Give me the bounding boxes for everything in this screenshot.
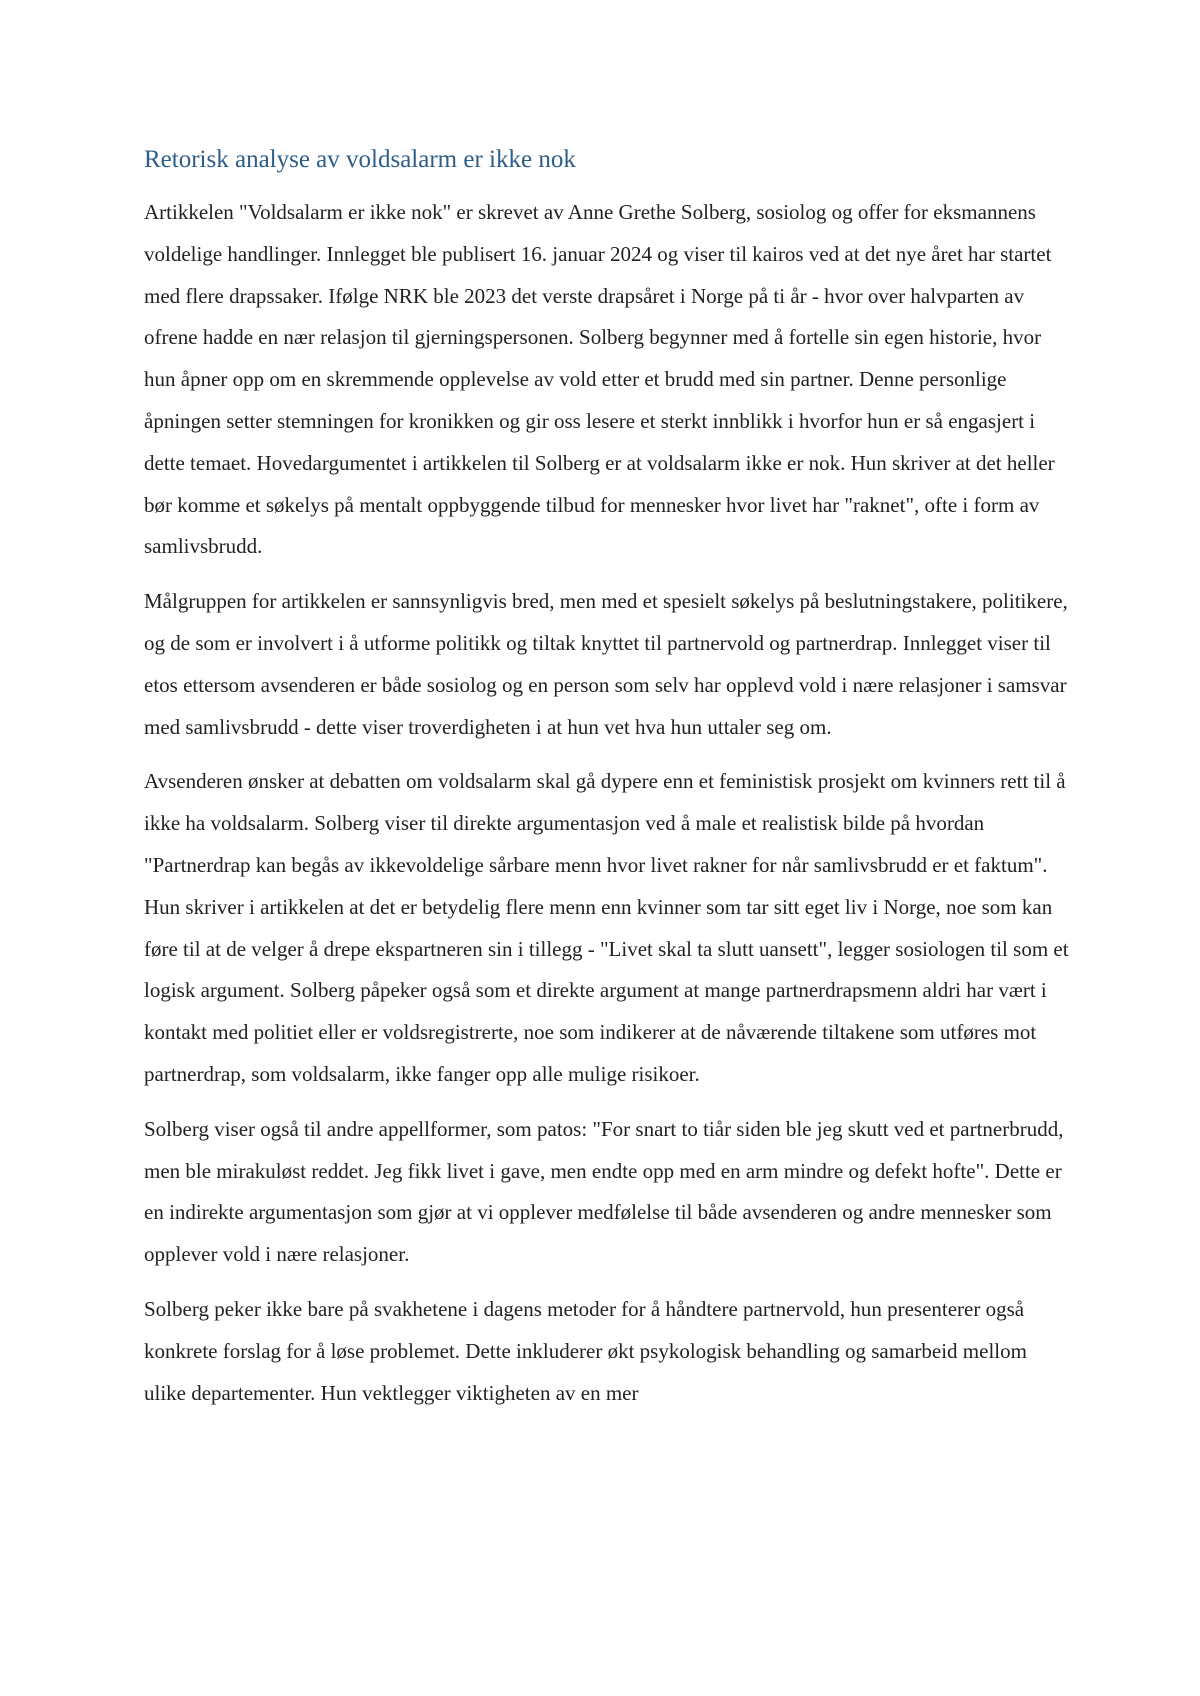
paragraph-pathos: Solberg viser også til andre appellformer, som patos: "For snart to tiår siden ble jeg skutt ved et partnerbrudd, men ble mirakuløst reddet. Jeg fikk livet i gave, men endte opp med en arm mindre og defekt hofte". Dette er en indirekte argumentasjon som gjør at vi opplever medfølelse til både avsenderen og andre mennesker som opplever vold i nære relasjoner. [144,1116,1064,1267]
paragraph-audience: Målgruppen for artikkelen er sannsynligvis bred, men med et spesielt søkelys på beslutningstakere, politikere, og de som er involvert i å utforme politikk og tiltak knyttet til partnervold og partnerdrap. Innlegget viser til etos ettersom avsenderen er både sosiolog og en person som selv har opplevd vold i nære relasjoner i samsvar med samlivsbrudd - dette viser troverdigheten i at hun vet hva hun uttaler seg om. [144,589,1068,739]
document-body [144,140,1072,1427]
paragraph-arguments: Avsenderen ønsker at debatten om voldsalarm skal gå dypere enn et feministisk prosjekt om kvinners rett til å ikke ha voldsalarm. Solberg viser til direkte argumentasjon ved å male et realistisk bilde på hvordan "Partnerdrap kan begås av ikkevoldelige sårbare menn hvor livet rakner for når samlivsbrudd er et faktum". Hun skriver i artikkelen at det er betydelig flere menn enn kvinner som tar sitt eget liv i Norge, noe som kan føre til at de velger å drepe ekspartneren sin i tillegg - "Livet skal ta slutt uansett", legger sosiologen til som et logisk argument. Solberg påpeker også som et direkte argument at mange partnerdrapsmenn aldri har vært i kontakt med politiet eller er voldsregistrerte, noe som indikerer at de nåværende tiltakene som utføres mot partnerdrap, som voldsalarm, ikke fanger opp alle mulige risikoer. [144,769,1069,1086]
paragraph-proposals: Solberg peker ikke bare på svakhetene i dagens metoder for å håndtere partnervold, hun presenterer også konkrete forslag for å løse problemet. Dette inkluderer økt psykologisk behandling og samarbeid mellom ulike departementer. Hun vektlegger viktigheten av en mer [144,1296,1027,1405]
document-title: Retorisk analyse av voldsalarm er ikke nok [144,146,576,173]
paragraph-intro: Artikkelen "Voldsalarm er ikke nok" er skrevet av Anne Grethe Solberg, sosiolog og offer for eksmannens voldelige handlinger. Innlegget ble publisert 16. januar 2024 og viser til kairos ved at det nye året har startet med flere drapssaker. Ifølge NRK ble 2023 det verste drapsåret i Norge på ti år - hvor over halvparten av ofrene hadde en nær relasjon til gjerningspersonen. Solberg begynner med å fortelle sin egen historie, hvor hun åpner opp om en skremmende opplevelse av vold etter et brudd med sin partner. Denne personlige åpningen setter stemningen for kronikken og gir oss lesere et sterkt innblikk i hvorfor hun er så engasjert i dette temaet. Hovedargumentet i artikkelen til Solberg er at voldsalarm ikke er nok. Hun skriver at det heller bør komme et søkelys på mentalt oppbyggende tilbud for mennesker hvor livet har "raknet", ofte i form av samlivsbrudd. [144,200,1055,559]
